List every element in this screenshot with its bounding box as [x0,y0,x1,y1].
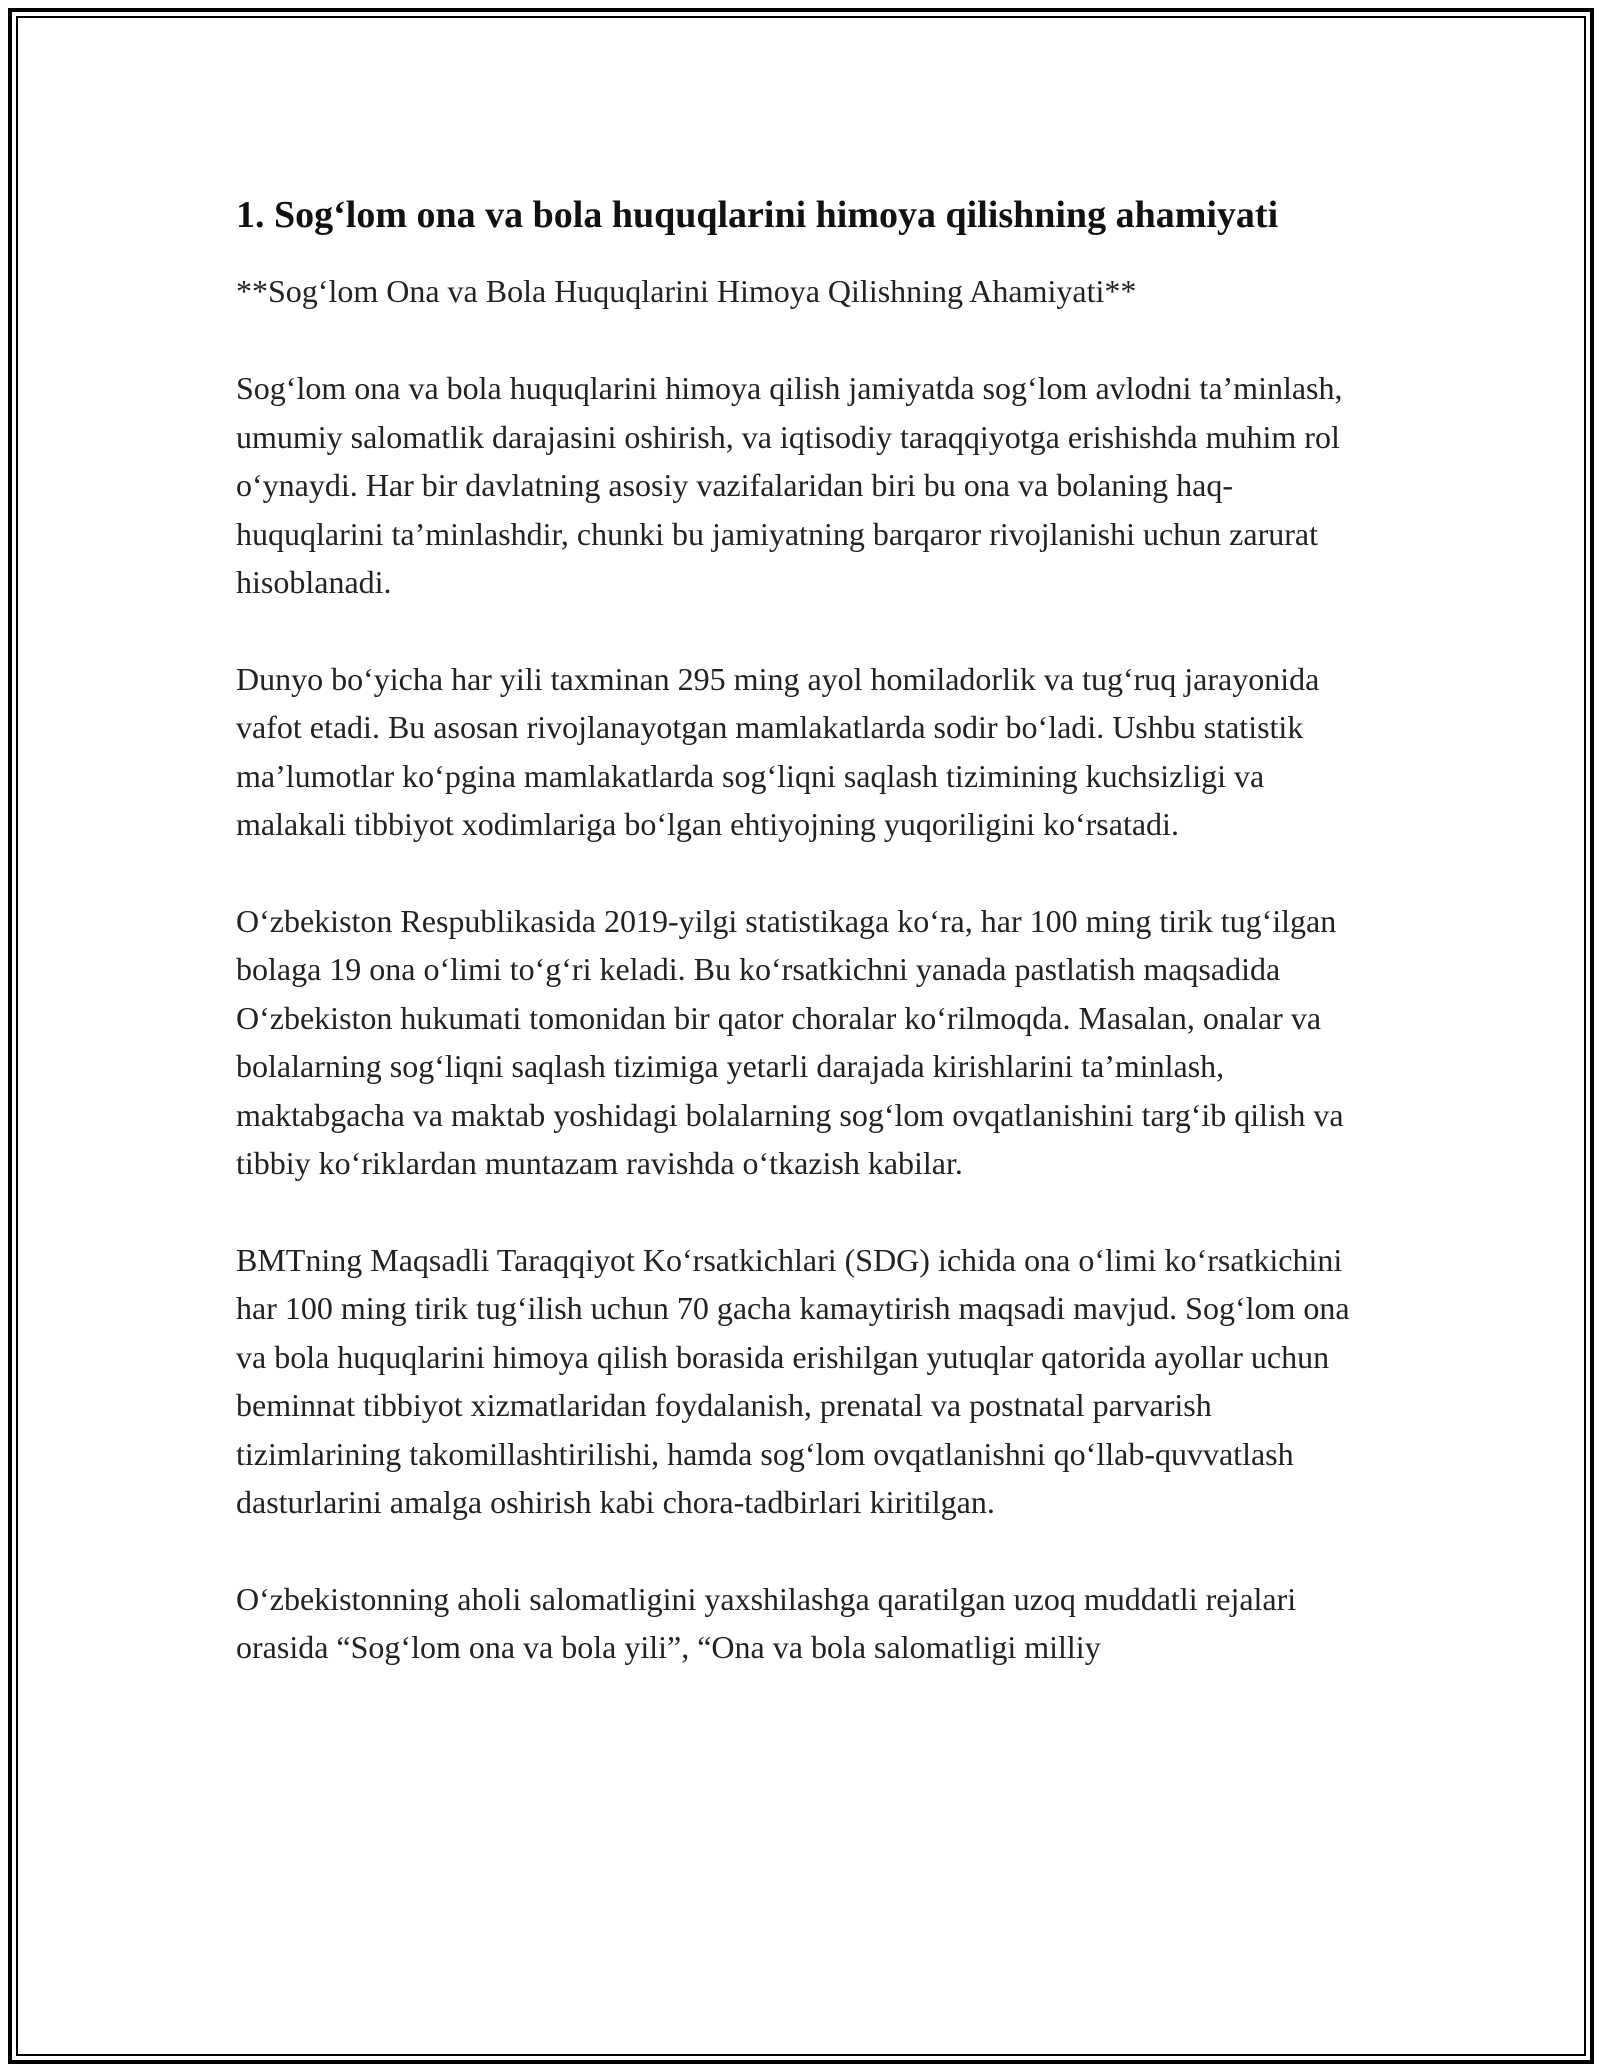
paragraph-sdg-goals: BMTning Maqsadli Taraqqiyot Ko‘rsatkichlari (SDG) ichida ona o‘limi ko‘rsatkichini har 100 ming tirik tug‘ilish uchun 70 gacha kamaytirish maqsadi mavjud. Sog‘lom ona va bola huquqlarini himoya qilish borasida erishilgan yutuqlar qatorida ayollar uchun beminnat tibbiyot xizmatlaridan foydalanish, prenatal va postnatal parvarish tizimlarining takomillashtirilishi, hamda sog‘lom ovqatlanishni qo‘llab-quvvatlash dasturlarini amalga oshirish kabi chora-tadbirlari kiritilgan. [236,1241,1350,1520]
paragraph-national-plans: O‘zbekistonning aholi salomatligini yaxshilashga qaratilgan uzoq muddatli rejalari orasida “Sog‘lom ona va bola yili”, “Ona va bola salomatligi milliy [236,1580,1297,1665]
paragraph-world-statistics: Dunyo bo‘yicha har yili taxminan 295 ming ayol homiladorlik va tug‘ruq jarayonida vafot etadi. Bu asosan rivojlanayotgan mamlakatlarda sodir bo‘ladi. Ushbu statistik ma’lumotlar ko‘pgina mamlakatlarda sog‘liqni saqlash tizimining kuchsizligi va malakali tibbiyot xodimlariga bo‘lgan ehtiyojning yuqoriligini ko‘rsatadi. [236,660,1320,842]
document-body [236,188,1366,1720]
paragraph-uzbekistan-statistics: O‘zbekiston Respublikasida 2019-yilgi statistikaga ko‘ra, har 100 ming tirik tug‘ilgan bolaga 19 ona o‘limi to‘g‘ri keladi. Bu ko‘rsatkichni yanada pastlatish maqsadida O‘zbekiston hukumati tomonidan bir qator choralar ko‘rilmoqda. Masalan, onalar va bolalarning sog‘liqni saqlash tizimiga yetarli darajada kirishlarini ta’minlash, maktabgacha va maktab yoshidagi bolalarning sog‘lom ovqatlanishini targ‘ib qilish va tibbiy ko‘riklardan muntazam ravishda o‘tkazish kabilar. [236,902,1344,1181]
section-subtitle: **Sog‘lom Ona va Bola Huquqlarini Himoya Qilishning Ahamiyati** [236,273,1137,309]
paragraph-intro: Sog‘lom ona va bola huquqlarini himoya qilish jamiyatda sog‘lom avlodni ta’minlash, umumiy salomatlik darajasini oshirish, va iqtisodiy taraqqiyotga erishishda muhim rol o‘ynaydi. Har bir davlatning asosiy vazifalaridan biri bu ona va bolaning haq-huquqlarini ta’minlashdir, chunki bu jamiyatning barqaror rivojlanishi uchun zarurat hisoblanadi. [236,370,1343,600]
section-heading: 1. Sog‘lom ona va bola huquqlarini himoya qilishning ahamiyati [236,194,1279,236]
